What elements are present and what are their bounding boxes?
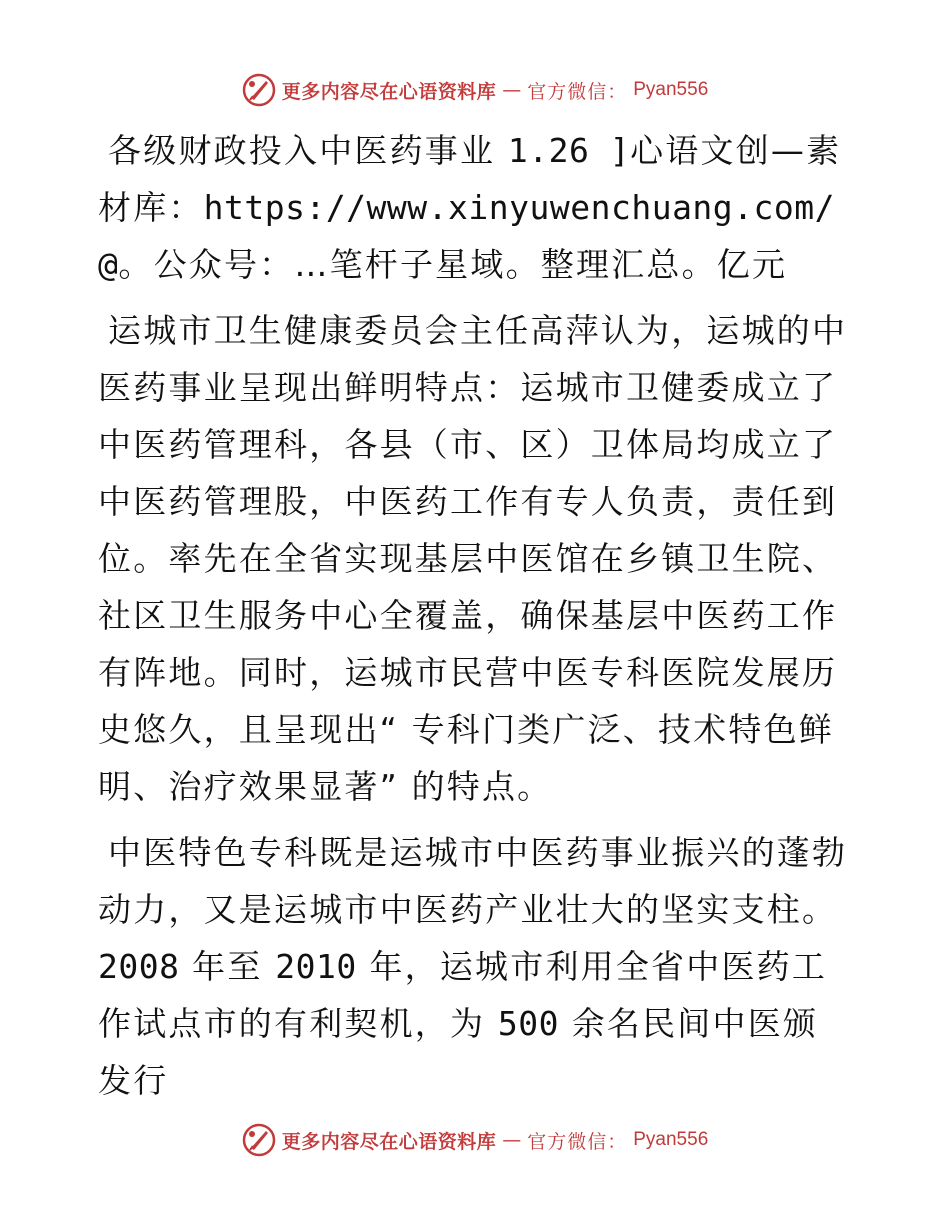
banner-wechat-id: Pyan556 xyxy=(633,79,709,100)
paragraph-3 xyxy=(98,824,848,1109)
paragraph-3-year-start: 2008 xyxy=(98,947,180,986)
footer-banner-text: 更多内容尽在心语资料库 xyxy=(281,1130,497,1153)
paragraph-3-text-c: 年，运城市利用全省中医药工作试点市的有利契机，为 xyxy=(98,947,828,1043)
paragraph-3-text-d: 余名民间中医颁发行 xyxy=(98,1004,819,1100)
footer-banner-wechat-id: Pyan556 xyxy=(633,1129,709,1150)
footer-banner-wechat-label: 官方微信： xyxy=(527,1130,628,1153)
paragraph-1-number: 1.26 ] xyxy=(507,131,631,170)
paragraph-3-text-b: 年至 xyxy=(179,947,276,986)
feather-pen-logo-icon xyxy=(242,1123,276,1157)
header-banner xyxy=(0,70,950,110)
footer-banner-separator: — xyxy=(502,1129,522,1151)
paragraph-3-year-end: 2010 xyxy=(275,947,357,986)
paragraph-3-text-a: 中医特色专科既是运城市中医药事业振兴的蓬勃动力，又是运城市中医药产业壮大的坚实支柱。 xyxy=(98,833,848,929)
paragraph-1-url: https://www.xinyuwenchuang.com/@ xyxy=(98,188,836,284)
paragraph-1-text-b: 心语文创—素材库： xyxy=(98,131,842,227)
paragraph-1-text-a: 各级财政投入中医药事业 xyxy=(108,131,508,170)
paragraph-1 xyxy=(98,122,848,293)
feather-pen-logo-icon xyxy=(242,73,276,107)
banner-text: 更多内容尽在心语资料库 xyxy=(281,80,497,103)
paragraph-3-count: 500 xyxy=(497,1004,559,1043)
paragraph-2: 运城市卫生健康委员会主任高萍认为，运城的中医药事业呈现出鲜明特点：运城市卫健委成立了中医药管理科，各县（市、区）卫体局均成立了中医药管理股，中医药工作有专人负责，责任到位。率先在全省实现基层中医馆在乡镇卫生院、社区卫生服务中心全覆盖，确保基层中医药工作有阵地。同时，运城市民营中医专科医院发展历史悠久，且呈现出“ 专科门类广泛、技术特色鲜明、治疗效果显著” 的特点。 xyxy=(98,311,848,806)
banner-wechat-label: 官方微信： xyxy=(527,80,628,103)
paragraph-1-text-c: 。公众号：…笔杆子星域。整理汇总。亿元 xyxy=(118,245,788,284)
banner-separator: — xyxy=(502,79,522,101)
footer-banner xyxy=(0,1120,950,1160)
document-body xyxy=(98,122,848,1118)
